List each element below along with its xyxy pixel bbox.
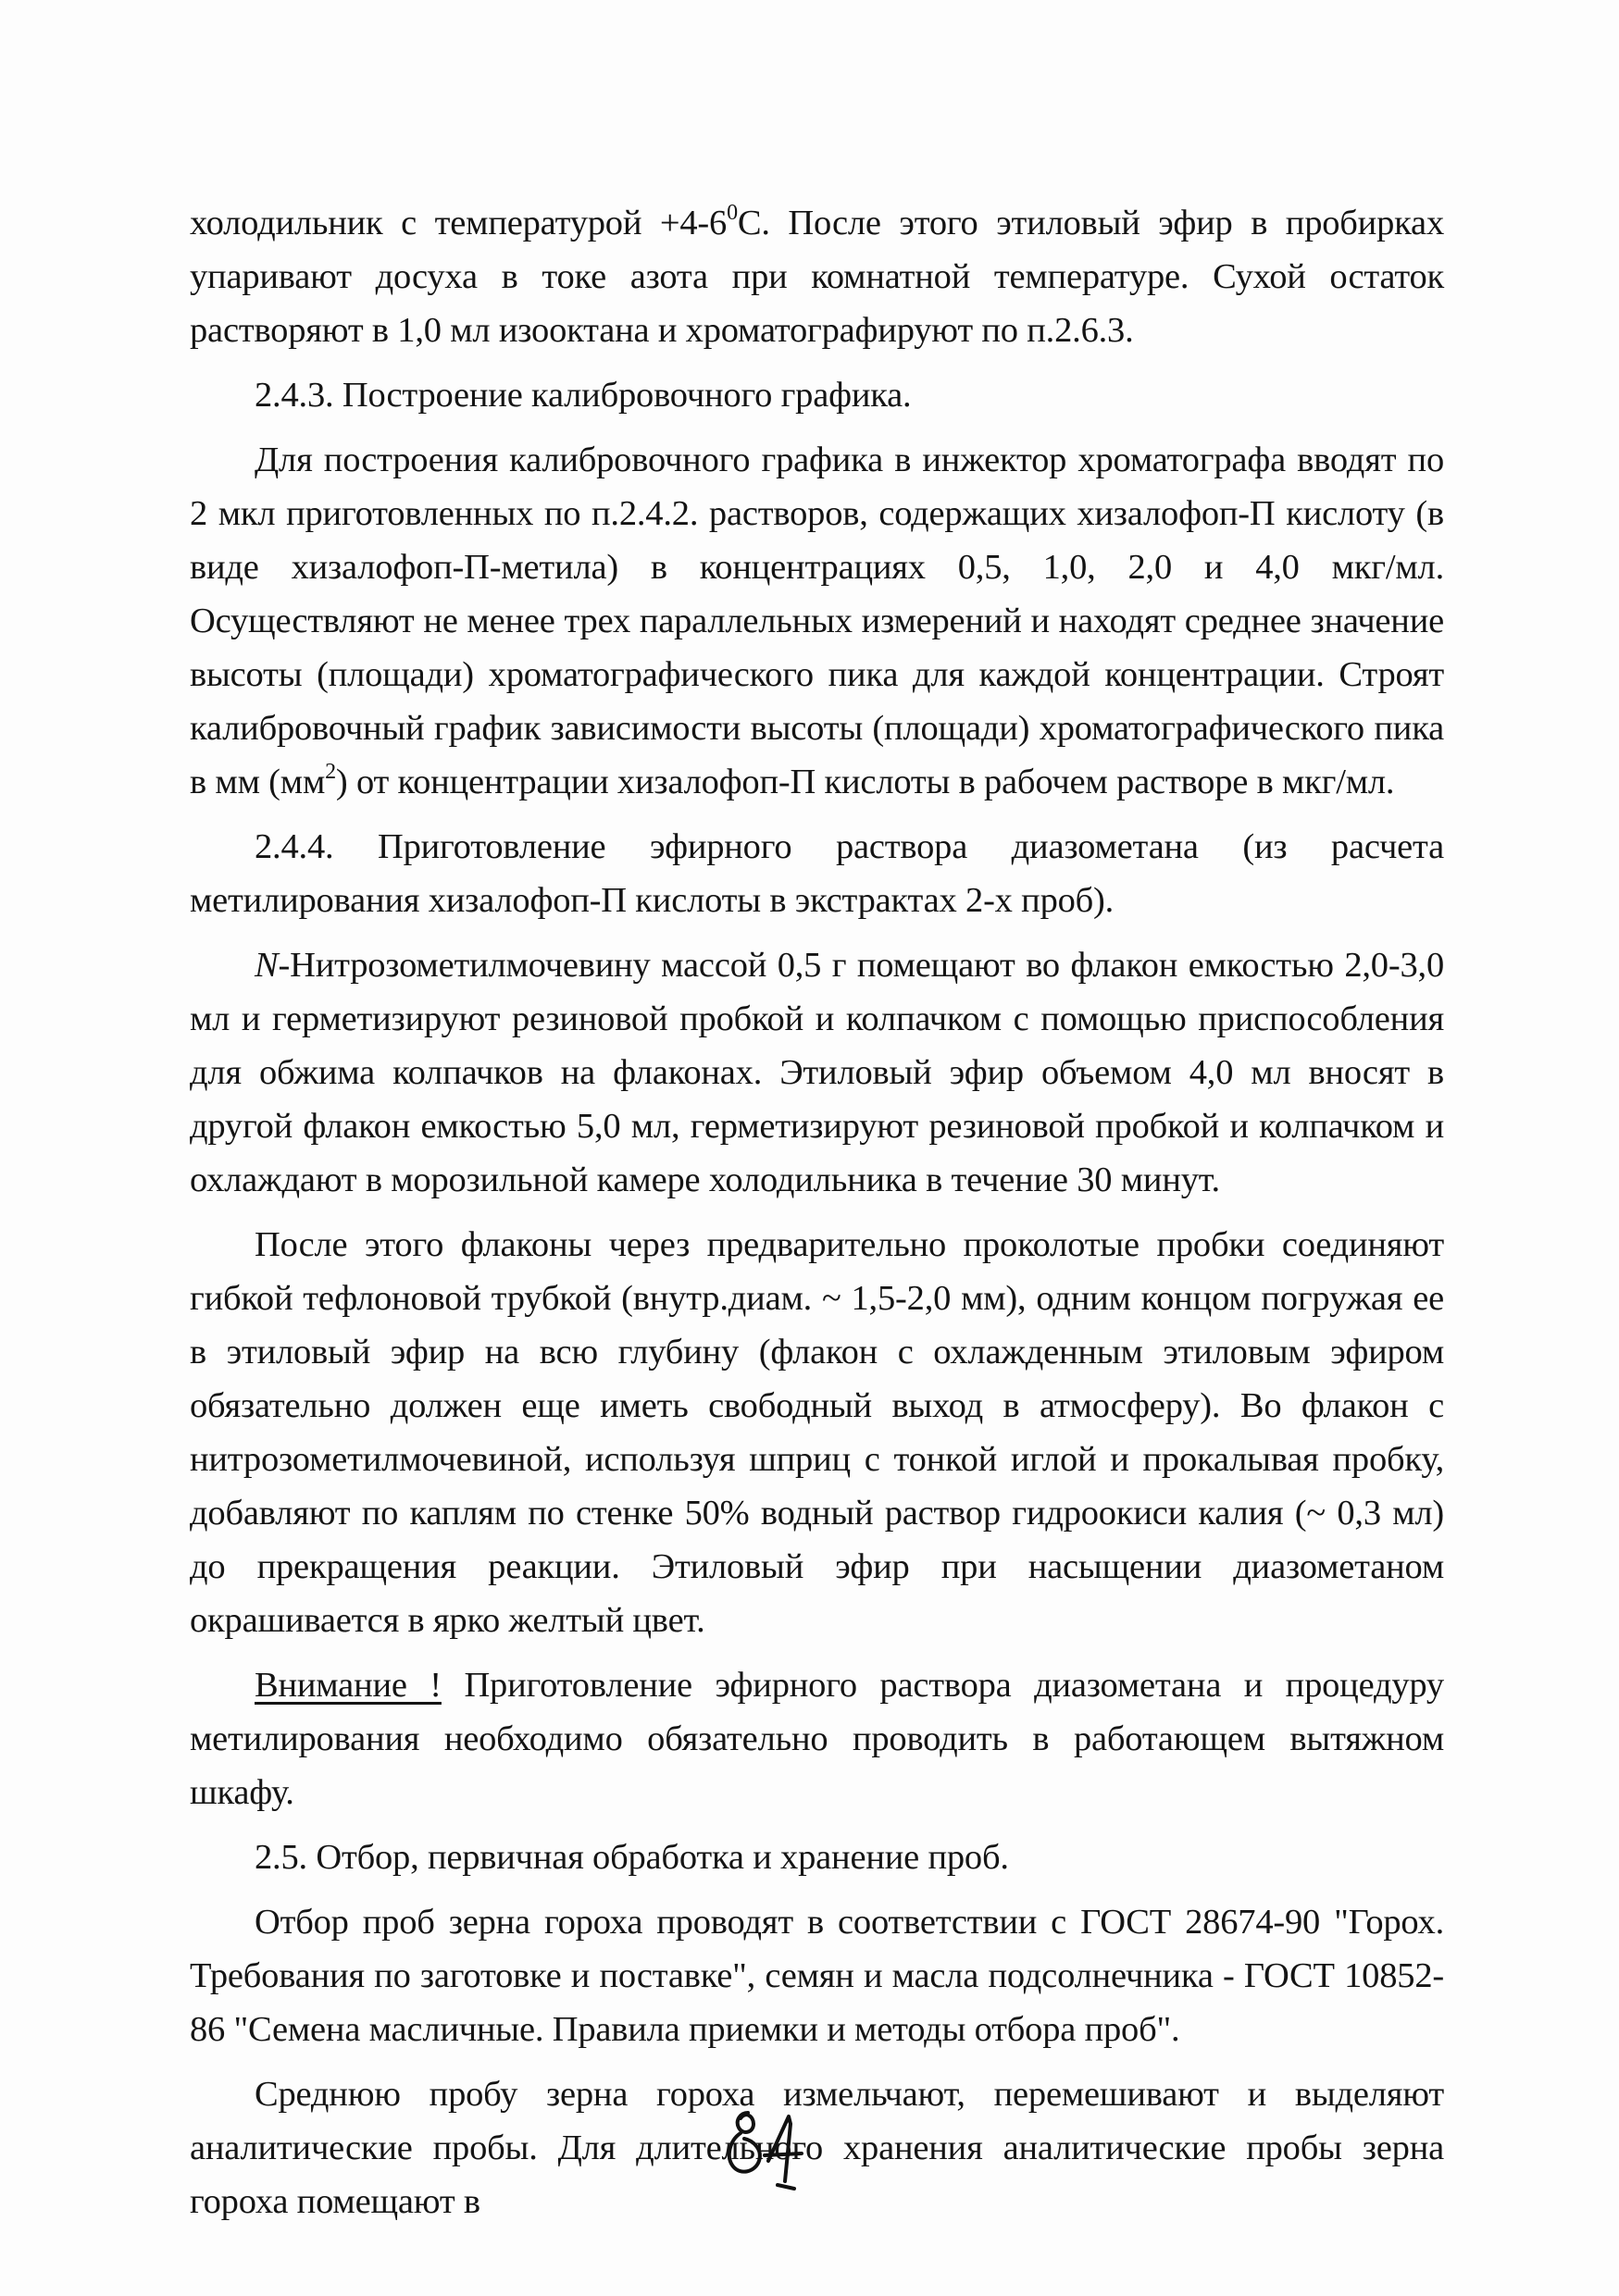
- warning-paragraph: Внимание ! Приготовление эфирного раствора диазометана и процедуру метилирования необходимо обязательно проводить в работающем вытяжном шкафу.: [190, 1666, 1444, 1812]
- paragraph-continuation: холодильник с температурой $+4-6^0С$. После этого этиловый эфир в пробирках упаривают досуха в токе азота при комнатной температуре. Сухой остаток растворяют в 1,0 мл изооктана и хроматографируют по п.2.6.3.: [190, 201, 1444, 350]
- paragraph-calibration: Для построения калибровочного графика в инжектор хроматографа вводят по 2 мкл приготовленных по п.2.4.2. растворов, содержащих хизалофоп-П кислоту (в виде хизалофоп-П-метила) в концентрациях 0,5, 1,0, 2,0 и 4,0 мкг/мл. Осуществляют не менее трех параллельных измерений и находят среднее значение высоты (площади) хроматографического пика для каждой концентрации. Строят калибровочный график зависимости высоты (площади) хроматографического пика в мм $(мм^2)$ от концентрации хизалофоп-П кислоты в рабочем растворе в мкг/мл.: [190, 441, 1444, 801]
- paragraph-nitrosomethylurea: N-Нитрозометилмочевину массой 0,5 г помещают во флакон емкостью 2,0-3,0 мл и герметизируют резиновой пробкой и колпачком с помощью приспособления для обжима колпачков на флаконах. Этиловый эфир объемом 4,0 мл вносят в другой флакон емкостью 5,0 мл, герметизируют резиновой пробкой и колпачком и охлаждают в морозильной камере холодильника в течение 30 минут.: [190, 946, 1444, 1199]
- paragraph-sample-storage: Среднюю пробу зерна гороха измельчают, перемешивают и выделяют аналитические пробы. Для длительного хранения аналитические пробы зерна гороха помещают в: [190, 2075, 1444, 2221]
- section-heading-2-4-3: 2.4.3. Построение калибровочного графика.: [255, 376, 912, 415]
- section-heading-2-4-4: 2.4.4. Приготовление эфирного раствора диазометана (из расчета метилирования хизалофоп-П кислоты в экстрактах 2-х проб).: [190, 827, 1444, 920]
- page-body: [190, 196, 1444, 2228]
- warning-label: Внимание !: [255, 1666, 442, 1705]
- paragraph-sampling: Отбор проб зерна гороха проводят в соответствии с ГОСТ 28674-90 "Горох. Требования по заготовке и поставке", семян и масла подсолнечника - ГОСТ 10852-86 "Семена масличные. Правила приемки и методы отбора проб".: [190, 1903, 1444, 2049]
- paragraph-diazomethane-procedure: После этого флаконы через предварительно проколотые пробки соединяют гибкой тефлоновой трубкой (внутр.диам. ~ 1,5-2,0 мм), одним концом погружая ее в этиловый эфир на всю глубину (флакон с охлажденным этиловым эфиром обязательно должен еще иметь свободный выход в атмосферу). Во флакон с нитрозометилмочевиной, используя шприц с тонкой иглой и прокалывая пробку, добавляют по каплям по стенке 50% водный раствор гидроокиси калия (~ 0,3 мл) до прекращения реакции. Этиловый эфир при насыщении диазометаном окрашивается в ярко желтый цвет.: [190, 1225, 1444, 1640]
- superscript-squared: 2: [325, 760, 336, 785]
- superscript-degree: 0: [727, 201, 738, 226]
- section-heading-2-5: 2.5. Отбор, первичная обработка и хранение проб.: [255, 1838, 1009, 1877]
- handwritten-page-number: [713, 2096, 824, 2198]
